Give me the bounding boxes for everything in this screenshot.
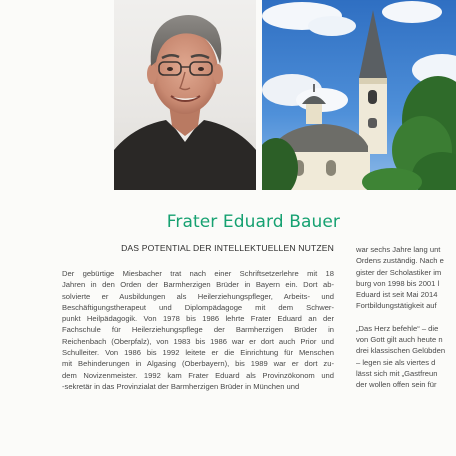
church-photo [262, 0, 456, 190]
side-line: gister der Scholastiker im [356, 267, 442, 277]
article-title: Frater Eduard Bauer [166, 212, 340, 232]
side-line: Ordens zuständig. Nach e [356, 256, 444, 266]
side-line: der wollen offen sein für [356, 380, 437, 390]
side-column [356, 244, 456, 391]
body-line: Jahren in den Orden der Barmherzigen Brüder in Bayern ein. Dort ab- [62, 280, 334, 290]
body-line: Der gebürtige Miesbacher trat nach einer Schriftsetzerlehre mit 18 [62, 269, 334, 278]
side-line: lässt sich mit „Gastfreun [356, 368, 438, 378]
body-line: punkt Heilpädagogik. Von 1978 bis 1986 lehrte Frater Eduard an der [62, 314, 334, 324]
side-line: burg von 1998 bis 2001 l [356, 278, 440, 288]
side-line: – legen sie als viertes d [356, 357, 436, 367]
side-line: drei klassischen Gelübden [356, 346, 446, 356]
portrait-photo [114, 0, 256, 190]
paragraph-gap [356, 312, 456, 323]
side-line: Fortbildungstätigkeit auf [356, 301, 437, 311]
body-line: -sekretär in das Provinzialat der Barmherzigen Brüder in München und [62, 381, 300, 391]
side-line: war sechs Jahre lang unt [356, 245, 441, 254]
body-line: Fachschule für Heilerziehungspflege der Barmherzigen Brüder in [62, 325, 334, 335]
side-line: „Das Herz befehle“ – die [356, 323, 439, 333]
body-line: dem Novizenmeister. 1992 kam Frater Eduard als Provinzökonom und [62, 370, 334, 380]
side-line: von Gott gilt auch heute n [356, 335, 443, 345]
body-line: Schulleiter. Von 1986 bis 1992 leitete er die Einrichtung für Menschen [62, 348, 334, 358]
main-column [62, 268, 334, 392]
side-line: Eduard ist seit Mai 2014 [356, 290, 438, 300]
article-subtitle: DAS POTENTIAL DER INTELLEKTUELLEN NUTZEN [121, 243, 334, 253]
body-line: Reichenbach (Oberpfalz), von 1983 bis 1986 war er dort auch Prior und [62, 336, 334, 346]
body-line: Beschäftigungstherapeut und Diplompädagoge mit dem Schwer- [62, 302, 334, 312]
body-line: solvierte er Ausbildungen als Heilerziehungspfleger, Arbeits- und [62, 291, 334, 301]
body-line: mit Behinderungen in Algasing (Oberbayern), bis 1989 war er dort zu- [62, 359, 334, 369]
